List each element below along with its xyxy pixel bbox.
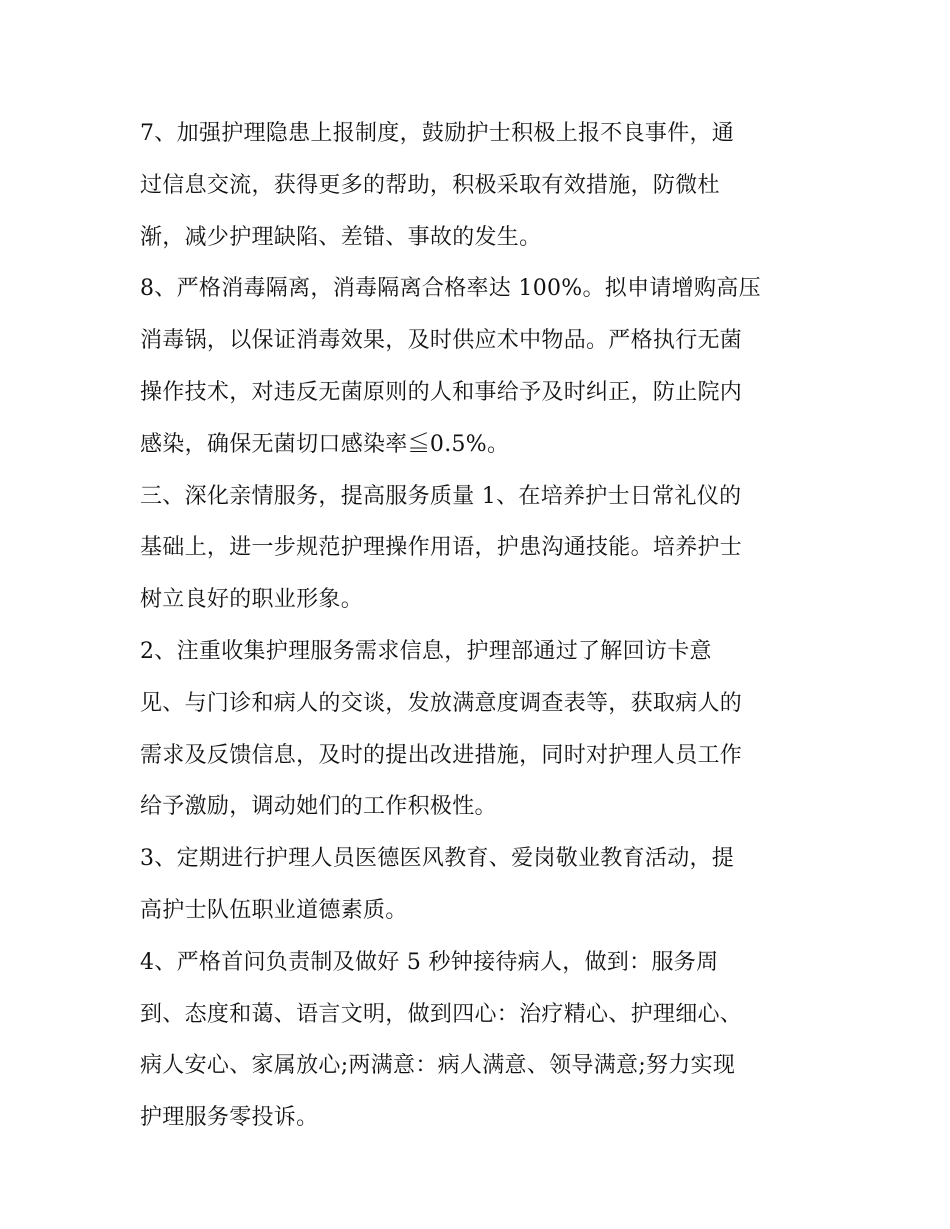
text-line: 2、注重收集护理服务需求信息，护理部通过了解回访卡意 [140, 638, 712, 664]
text-line: 到、态度和蔼、语言文明，做到四心：治疗精心、护理细心、 [140, 1001, 743, 1027]
document-body [140, 108, 820, 1144]
paragraph-item-8 [140, 263, 820, 470]
text-line: 渐，减少护理缺陷、差错、事故的发生。 [140, 224, 542, 250]
text-line: 病人安心、家属放心;两满意：病人满意、领导满意;努力实现 [140, 1053, 736, 1079]
text-line: 基础上，进一步规范护理操作用语，护患沟通技能。培养护士 [140, 535, 743, 561]
text-line: 护理服务零投诉。 [140, 1105, 319, 1131]
text-line: 见、与门诊和病人的交谈，发放满意度调查表等，获取病人的 [140, 690, 743, 716]
text-line: 消毒锅，以保证消毒效果，及时供应术中物品。严格执行无菌 [140, 328, 743, 354]
paragraph-item-3 [140, 833, 820, 937]
text-line: 感染，确保无菌切口感染率≦0.5%。 [140, 431, 510, 457]
text-line: 8、严格消毒隔离，消毒隔离合格率达 100%。拟申请增购高压 [140, 276, 761, 302]
text-line: 给予激励，调动她们的工作积极性。 [140, 794, 497, 820]
text-line: 需求及反馈信息，及时的提出改进措施，同时对护理人员工作 [140, 742, 743, 768]
text-line: 过信息交流，获得更多的帮助，积极采取有效措施，防微杜 [140, 172, 720, 198]
paragraph-section-3 [140, 471, 820, 626]
paragraph-item-7 [140, 108, 820, 263]
text-line: 三、深化亲情服务，提高服务质量 1、在培养护士日常礼仪的 [140, 483, 742, 509]
text-line: 高护士队伍职业道德素质。 [140, 897, 408, 923]
paragraph-item-2 [140, 626, 820, 833]
text-line: 树立良好的职业形象。 [140, 587, 364, 613]
text-line: 4、严格首问负责制及做好 5 秒钟接待病人，做到：服务周 [140, 949, 719, 975]
text-line: 7、加强护理隐患上报制度，鼓励护士积极上报不良事件，通 [140, 121, 735, 146]
text-line: 3、定期进行护理人员医德医风教育、爱岗敬业教育活动，提 [140, 846, 735, 872]
text-line: 操作技术，对违反无菌原则的人和事给予及时纠正，防止院内 [140, 379, 743, 405]
paragraph-item-4 [140, 937, 820, 1144]
